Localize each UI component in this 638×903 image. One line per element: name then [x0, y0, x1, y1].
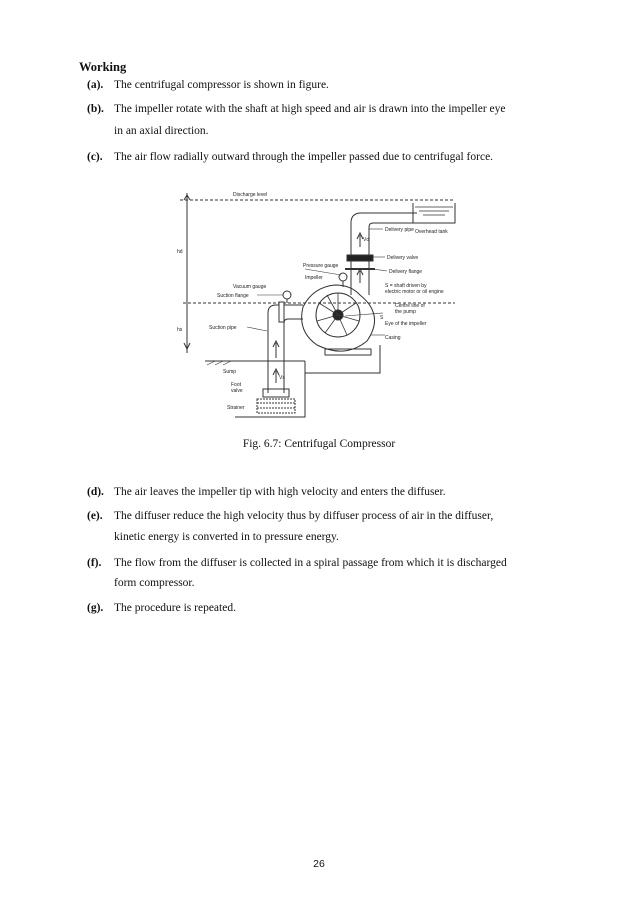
item-text: The air flow radially outward through the impeller passed due to centrifugal force. — [114, 151, 494, 163]
label-delivery-flange: Delivery flange — [389, 269, 423, 275]
item-text: The flow from the diffuser is collected in a spiral passage from which it is discharged — [114, 557, 507, 569]
label-centre-2: the pump — [395, 309, 416, 315]
label-vacuum-gauge: Vacuum gauge — [233, 284, 267, 290]
list-item-g — [87, 597, 561, 620]
compressor-figure — [175, 183, 460, 423]
overhead-tank — [413, 203, 455, 223]
label-eye: Eye of the impeller — [385, 321, 427, 327]
item-continuation: kinetic energy is converted in to pressure energy. — [114, 531, 339, 543]
item-text: The diffuser reduce the high velocity thus by diffuser process of air in the diffuser, — [114, 510, 494, 522]
list-item-d — [87, 481, 561, 504]
item-label: (d). — [87, 486, 104, 498]
label-discharge-level: Discharge level — [233, 192, 268, 198]
page-number: 26 — [313, 858, 325, 870]
suction-pipe — [268, 305, 303, 393]
section-heading: Working — [79, 60, 127, 74]
label-foot-2: valve — [231, 388, 243, 394]
item-label: (e). — [87, 510, 103, 522]
label-casing: Casing — [385, 335, 401, 341]
label-foot-1: Foot — [231, 382, 242, 388]
delivery-valve — [347, 255, 373, 261]
list-item-a — [87, 74, 561, 97]
vacuum-gauge — [283, 291, 291, 299]
list-item-e — [87, 505, 561, 528]
label-shaft-1: S = shaft driven by — [385, 283, 427, 289]
label-pressure-gauge: Pressure gauge — [303, 263, 339, 269]
item-text: The centrifugal compressor is shown in figure. — [114, 79, 329, 91]
label-s: S — [380, 315, 384, 321]
label-delivery-pipe: Delivery pipe — [385, 227, 414, 233]
sump-hatch — [207, 361, 231, 365]
item-text: The impeller rotate with the shaft at high speed and air is drawn into the impeller eye — [114, 103, 506, 115]
label-strainer: Strainer — [227, 405, 245, 411]
list-item-c — [87, 146, 561, 169]
item-label: (f). — [87, 557, 102, 569]
label-vd: Vd — [363, 237, 370, 243]
item-label: (b). — [87, 103, 104, 115]
label-overhead-tank: Overhead tank — [415, 229, 448, 235]
label-vs: Vs — [279, 375, 285, 381]
label-delivery-valve: Delivery valve — [387, 255, 419, 261]
label-impeller: Impeller — [305, 275, 323, 281]
foot-valve — [263, 389, 289, 397]
label-hd: hd — [177, 249, 183, 255]
item-text: The air leaves the impeller tip with high velocity and enters the diffuser. — [114, 486, 446, 498]
item-label: (a). — [87, 79, 104, 91]
flow-arrow — [357, 269, 363, 283]
item-label: (g). — [87, 602, 104, 614]
label-hs: hs — [177, 327, 183, 333]
figure-caption: Fig. 6.7: Centrifugal Compressor — [242, 438, 396, 450]
label-suction-pipe: Suction pipe — [209, 325, 237, 331]
pressure-gauge — [339, 273, 347, 281]
flow-arrow — [273, 341, 279, 358]
list-item-f — [87, 552, 561, 575]
item-continuation: form compressor. — [114, 577, 195, 589]
label-shaft-2: electric motor or oil engine — [385, 289, 444, 295]
label-sump: Sump — [223, 369, 237, 375]
item-continuation: in an axial direction. — [114, 125, 209, 137]
item-label: (c). — [87, 151, 103, 163]
strainer — [257, 399, 295, 413]
suction-flange — [279, 302, 284, 322]
list-item-b — [87, 98, 561, 121]
label-suction-flange: Suction flange — [217, 293, 249, 299]
label-centre-1: Centre line of — [395, 303, 425, 309]
tank-water — [415, 207, 453, 215]
item-text: The procedure is repeated. — [114, 602, 236, 614]
